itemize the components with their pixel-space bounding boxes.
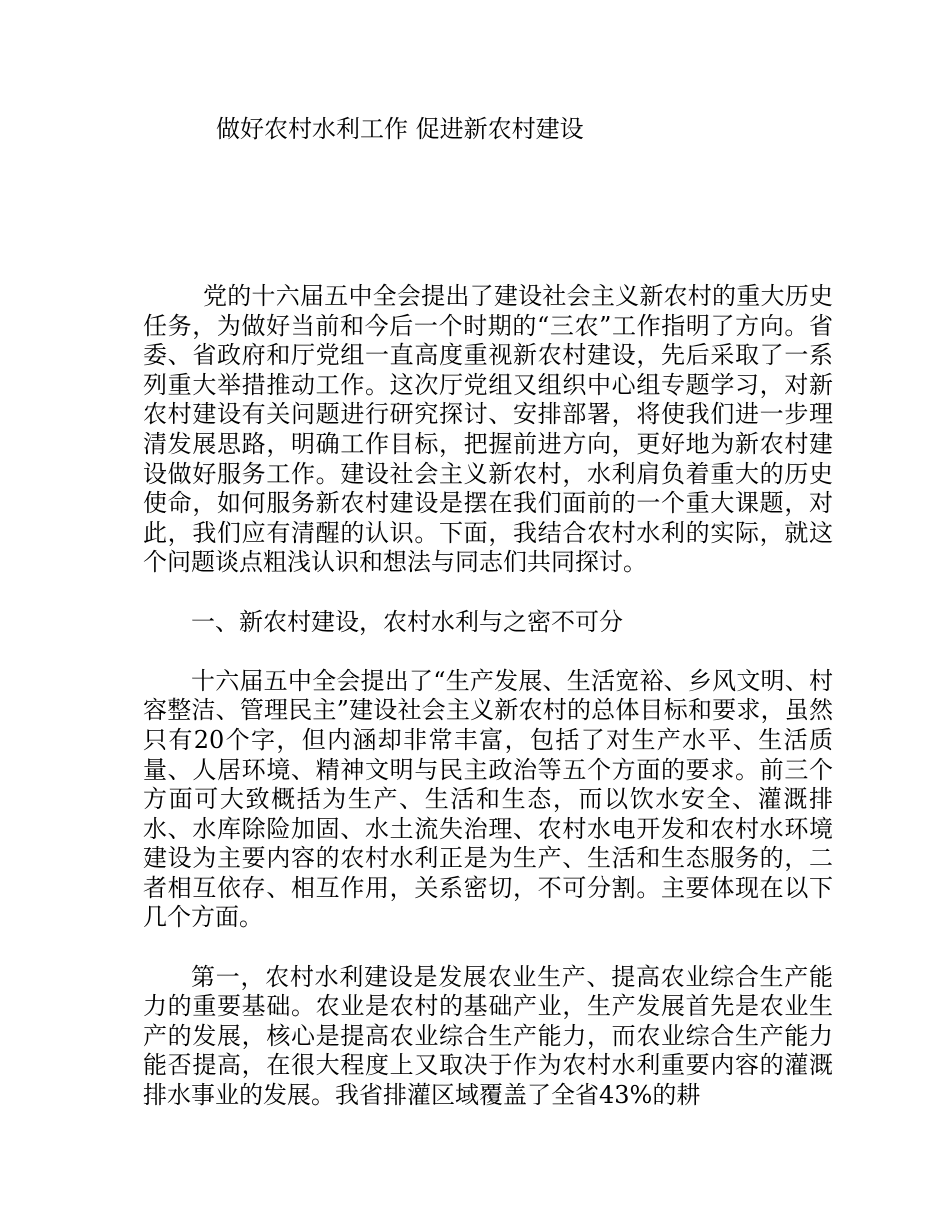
document-title: 做好农村水利工作 促进新农村建设	[216, 115, 584, 143]
document-body	[143, 282, 833, 1111]
paragraph-first-point: 第一，农村水利建设是发展农业生产、提高农业综合生产能力的重要基础。农业是农村的基础产业，生产发展首先是农业生产的发展，核心是提高农业综合生产能力，而农业综合生产能力能否提高，在很大程度上又取决于作为农村水利重要内容的灌溉排水事业的发展。我省排灌区域覆盖了全省43%的耕	[143, 962, 833, 1110]
section-heading-1: 一、新农村建设，农村水利与之密不可分	[191, 607, 623, 636]
paragraph-intro: 党的十六届五中全会提出了建设社会主义新农村的重大历史任务，为做好当前和今后一个时期的“三农”工作指明了方向。省委、省政府和厅党组一直高度重视新农村建设，先后采取了一系列重大举措推动工作。这次厅党组又组织中心组专题学习，对新农村建设有关问题进行研究探讨、安排部署，将使我们进一步理清发展思路，明确工作目标，把握前进方向，更好地为新农村建设做好服务工作。建设社会主义新农村，水利肩负着重大的历史使命，如何服务新农村建设是摆在我们面前的一个重大课题，对此，我们应有清醒的认识。下面，我结合农村水利的实际，就这个问题谈点粗浅认识和想法与同志们共同探讨。	[143, 282, 833, 577]
paragraph-goals: 十六届五中全会提出了“生产发展、生活宽裕、乡风文明、村容整洁、管理民主”建设社会主义新农村的总体目标和要求，虽然只有20个字，但内涵却非常丰富，包括了对生产水平、生活质量、人居环境、精神文明与民主政治等五个方面的要求。前三个方面可大致概括为生产、生活和生态，而以饮水安全、灌溉排水、水库除险加固、水土流失治理、农村水电开发和农村水环境建设为主要内容的农村水利正是为生产、生活和生态服务的，二者相互依存、相互作用，关系密切，不可分割。主要体现在以下几个方面。	[143, 666, 833, 932]
